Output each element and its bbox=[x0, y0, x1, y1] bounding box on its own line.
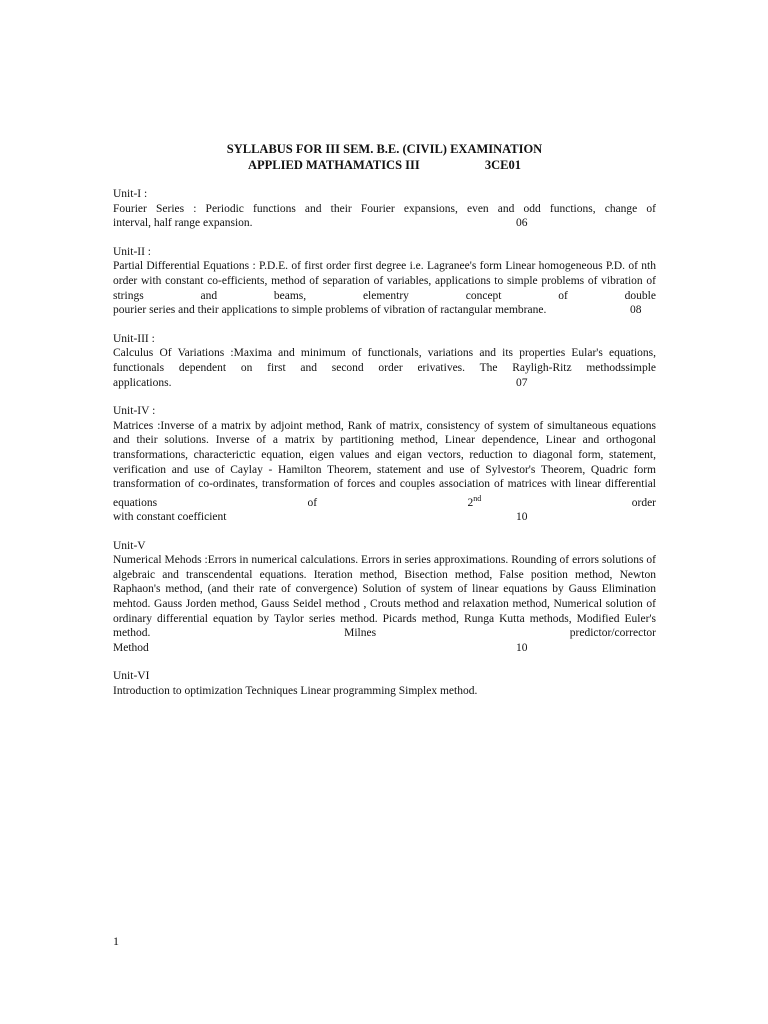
unit-tail bbox=[113, 510, 656, 525]
unit-body-text-end: order bbox=[481, 496, 657, 509]
heading-line-2 bbox=[113, 157, 656, 173]
unit-4 bbox=[113, 404, 656, 525]
unit-marks: 06 bbox=[516, 217, 528, 230]
unit-3 bbox=[113, 332, 656, 390]
unit-tail-text: with constant coefficient bbox=[113, 511, 227, 524]
unit-body: Calculus Of Variations :Maxima and minimum of functionals, variations and its properties Eular's equations, functionals dependent on first and second order erivatives. The Rayligh-Ritz methodssimple bbox=[113, 347, 656, 374]
unit-tail-text: Method bbox=[113, 641, 149, 654]
unit-body: Partial Differential Equations : P.D.E. of first order first degree i.e. Lagranee's form Linear homogeneous P.D. of nth order with constant co-efficients, method of separation of variables, applications to simple problems of vibration of strings and beams, elementry concept of double bbox=[113, 260, 656, 302]
unit-5 bbox=[113, 539, 656, 656]
unit-marks: 07 bbox=[516, 376, 528, 389]
unit-tail bbox=[113, 376, 656, 391]
unit-title: Unit-III : bbox=[113, 332, 155, 345]
page-number: 1 bbox=[113, 934, 119, 948]
unit-body-text: Matrices :Inverse of a matrix by adjoint method, Rank of matrix, consistency of system of simultaneous equations and their solutions. Inverse of a matrix by partitioning method, Linear dependence, Linear and orthogonal transformations, characterictic equation, eigen values and eigan vectors, reduction to diagonal form, statement, verification and use of Caylay - Hamilton Theorem, statement and use of Sylvestor's Theorem, Quadric form transformation of co-ordinates, transformation of forces and couples association of matrices with linear differential equations of 2 bbox=[113, 419, 656, 509]
course-title: APPLIED MATHAMATICS III bbox=[247, 158, 420, 172]
unit-marks: 10 bbox=[516, 511, 528, 524]
unit-tail-text: pourier series and their applications to simple problems of vibration of ractangular membrane. bbox=[113, 304, 547, 317]
unit-tail bbox=[113, 303, 656, 318]
unit-body: Fourier Series : Periodic functions and their Fourier expansions, even and odd functions, change of bbox=[113, 202, 656, 215]
unit-body bbox=[113, 419, 656, 510]
unit-tail bbox=[113, 216, 656, 231]
heading-line-1: SYLLABUS FOR III SEM. B.E. (CIVIL) EXAMINATION bbox=[226, 142, 543, 156]
unit-marks: 10 bbox=[516, 641, 528, 654]
unit-title: Unit-VI bbox=[113, 670, 150, 683]
unit-tail-text: applications. bbox=[113, 376, 172, 389]
document-heading bbox=[113, 141, 656, 173]
unit-body: Numerical Mehods :Errors in numerical calculations. Errors in series approximations. Rounding of errors solutions of algebraic and transcendental equations. Iteration method, Bisection method, False position method, Newton Raphaon's method, (and their rate of convergence) Solution of system of linear equations by Gauss Elimination mehtod. Gauss Jorden method, Gauss Seidel method , Crouts method and relaxation method, Numerical solution of ordinary differential equation by Taylor series method. Picards method, Runga Kutta methods, Modified Euler's method. Milnes predictor/corrector bbox=[113, 554, 656, 640]
unit-title: Unit-II : bbox=[113, 245, 152, 258]
syllabus-page bbox=[113, 141, 656, 699]
superscript-ordinal: nd bbox=[473, 493, 482, 503]
unit-title: Unit-V bbox=[113, 539, 146, 552]
unit-marks: 08 bbox=[630, 304, 642, 317]
course-code: 3CE01 bbox=[484, 158, 522, 172]
unit-6 bbox=[113, 669, 656, 698]
unit-body: Introduction to optimization Techniques Linear programming Simplex method. bbox=[113, 685, 478, 698]
unit-tail-text: interval, half range expansion. bbox=[113, 217, 253, 230]
unit-title: Unit-I : bbox=[113, 188, 148, 200]
unit-1 bbox=[113, 187, 656, 231]
unit-tail bbox=[113, 641, 656, 656]
unit-2 bbox=[113, 245, 656, 318]
unit-title: Unit-IV : bbox=[113, 405, 156, 418]
